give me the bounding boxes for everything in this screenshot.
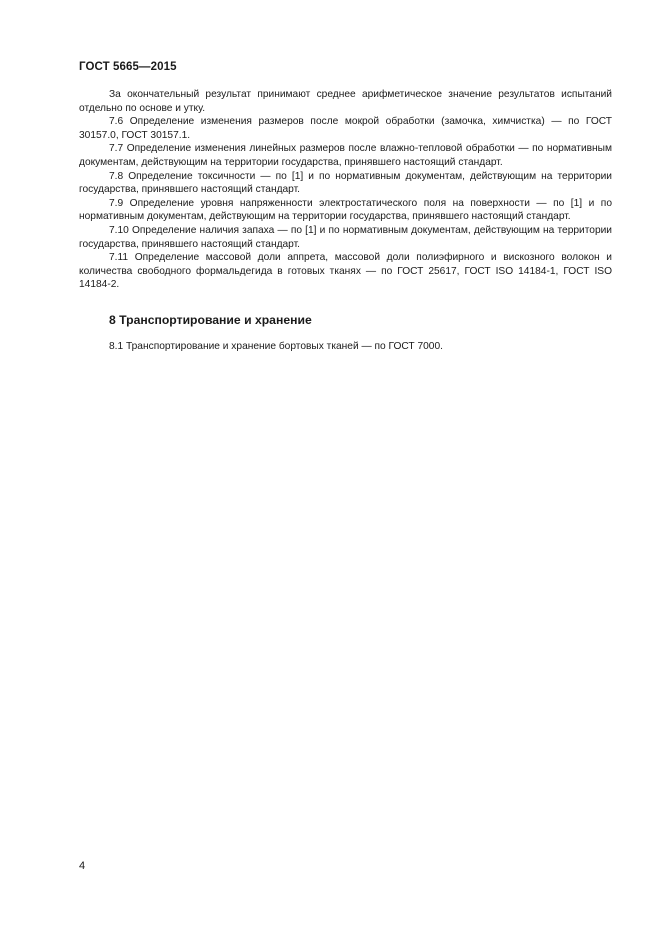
paragraph-7-10: 7.10 Определение наличия запаха — по [1] и по нормативным документам, действующим на территории государства, принявшего настоящий стандарт.: [79, 224, 612, 250]
document-body: [79, 88, 612, 354]
paragraph-7-9: 7.9 Определение уровня напряженности электростатического поля на поверхности — по [1] и по нормативным документам, действующим на территории государства, принявшего настоящий стандарт.: [79, 197, 612, 223]
document-header: ГОСТ 5665—2015: [79, 61, 177, 73]
section-heading-8: 8 Транспортирование и хранение: [109, 312, 312, 327]
paragraph-7-6: 7.6 Определение изменения размеров после мокрой обработки (замочка, химчистка) — по ГОСТ 30157.0, ГОСТ 30157.1.: [79, 116, 612, 141]
paragraph-8-1: 8.1 Транспортирование и хранение бортовых тканей — по ГОСТ 7000.: [109, 340, 443, 352]
paragraph-7-11: 7.11 Определение массовой доли аппрета, массовой доли полиэфирного и вискозного волокон и количества свободного формальдегида в готовых тканях — по ГОСТ 25617, ГОСТ ISO 14184-1, ГОСТ ISO 14184-2.: [79, 252, 612, 291]
page-number: 4: [79, 860, 86, 872]
paragraph-7-8: 7.8 Определение токсичности — по [1] и по нормативным документам, действующим на территории государства, принявшего настоящий стандарт.: [79, 170, 612, 196]
paragraph-final-result: За окончательный результат принимают среднее арифметическое значение результатов испытаний отдельно по основе и утку.: [79, 89, 612, 114]
paragraph-7-7: 7.7 Определение изменения линейных размеров после влажно-тепловой обработки — по нормативным документам, действующим на территории государства, принявшего настоящий стандарт.: [79, 143, 612, 168]
